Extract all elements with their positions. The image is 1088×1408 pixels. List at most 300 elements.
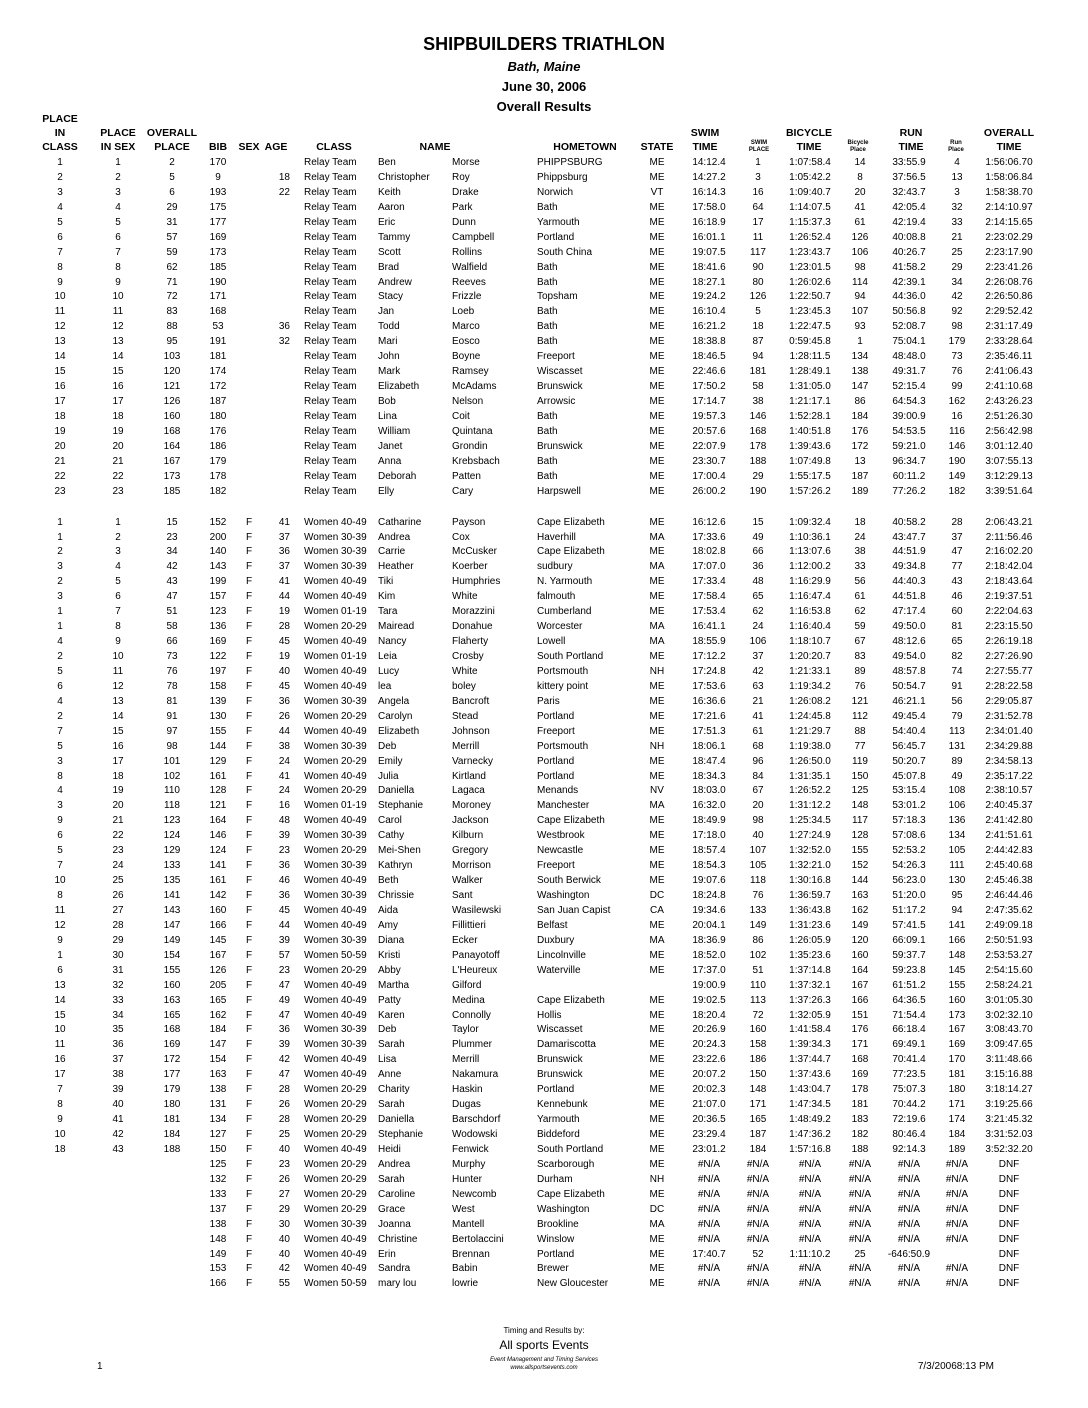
- cell-overall-place: 129: [163, 845, 181, 857]
- table-row: [40, 156, 1048, 171]
- cell-bicycle-place: 117: [852, 815, 868, 827]
- cell-run-time: 48:57.8: [892, 665, 926, 677]
- cell-overall-place: 149: [163, 934, 181, 946]
- table-row: [40, 320, 1048, 335]
- cell-state: ME: [649, 171, 665, 183]
- cell-class: Women 40-49: [304, 1069, 367, 1081]
- cell-run-place: 95: [951, 890, 963, 901]
- cell-place-in-class: 20: [54, 440, 66, 452]
- cell-first-name: Mei-Shen: [378, 845, 421, 857]
- cell-age: 48: [278, 815, 290, 827]
- cell-run-time: 56:45.7: [892, 740, 926, 752]
- cell-class: Relay Team: [304, 485, 357, 497]
- cell-swim-place: #N/A: [746, 1188, 770, 1200]
- cell-hometown: Norwich: [537, 186, 574, 198]
- cell-overall-time: 2:41:10.68: [985, 381, 1033, 393]
- cell-run-place: 169: [948, 1039, 966, 1051]
- col-class: CLASS: [316, 141, 352, 153]
- cell-run-time: 60:11.2: [892, 470, 926, 482]
- cell-place-in-sex: 18: [112, 410, 124, 422]
- cell-overall-time: 1:58:38.70: [985, 186, 1033, 198]
- cell-state: ME: [649, 201, 665, 213]
- cell-overall-place: 154: [163, 949, 181, 961]
- cell-run-place: 170: [948, 1054, 966, 1066]
- cell-run-time: 48:48.0: [892, 351, 926, 363]
- cell-age: 24: [278, 755, 290, 767]
- cell-last-name: Wodowski: [452, 1129, 498, 1140]
- cell-swim-time: #N/A: [697, 1173, 721, 1185]
- cell-swim-time: 17:07.0: [692, 561, 726, 573]
- cell-age: 49: [278, 994, 290, 1006]
- cell-first-name: Kim: [378, 591, 396, 603]
- cell-swim-place: #N/A: [746, 1263, 770, 1275]
- cell-first-name: Andrea: [378, 531, 411, 543]
- cell-state: ME: [649, 276, 665, 288]
- cell-place-in-sex: 15: [112, 725, 124, 737]
- cell-hometown: Brunswick: [537, 1069, 583, 1081]
- cell-class: Women 40-49: [304, 919, 367, 931]
- cell-bicycle-time: 1:28:49.1: [789, 366, 831, 378]
- cell-bib: 125: [209, 1158, 227, 1170]
- cell-age: 40: [278, 1233, 290, 1245]
- cell-swim-time: 22:46.6: [692, 366, 726, 378]
- cell-overall-place: 58: [166, 621, 178, 633]
- cell-overall-place: 2: [169, 157, 175, 168]
- cell-run-time: 42:05.4: [892, 201, 926, 213]
- cell-class: Women 40-49: [304, 680, 367, 692]
- cell-age: 19: [278, 651, 290, 662]
- cell-swim-time: 20:02.3: [692, 1084, 726, 1096]
- cell-state: ME: [649, 261, 665, 273]
- cell-place-in-sex: 21: [112, 815, 124, 827]
- cell-overall-time: 3:12:29.13: [985, 470, 1033, 482]
- cell-place-in-sex: 36: [112, 1039, 124, 1051]
- cell-bib: 170: [209, 157, 227, 168]
- cell-place-in-sex: 28: [112, 919, 124, 931]
- cell-sex: F: [245, 785, 253, 797]
- cell-overall-time: 2:56:42.98: [985, 425, 1033, 437]
- cell-place-in-class: 7: [57, 1084, 63, 1096]
- cell-sex: F: [245, 561, 253, 573]
- cell-place-in-sex: 15: [112, 366, 124, 378]
- cell-bicycle-time: 1:15:37.3: [789, 216, 831, 228]
- cell-overall-time: 1:56:06.70: [985, 157, 1033, 168]
- cell-overall-place: 98: [166, 740, 178, 752]
- cell-bib: 137: [209, 1203, 227, 1215]
- cell-sex: F: [245, 591, 253, 603]
- cell-place-in-class: 1: [57, 949, 63, 961]
- cell-overall-place: 31: [166, 216, 178, 228]
- table-row: [40, 1023, 1048, 1038]
- cell-run-time: 47:17.4: [892, 606, 926, 618]
- cell-place-in-class: 16: [54, 381, 66, 393]
- cell-swim-time: 19:34.6: [692, 904, 726, 916]
- cell-place-in-class: 9: [57, 815, 63, 827]
- cell-bicycle-place: 59: [854, 621, 866, 633]
- cell-place-in-class: 22: [54, 470, 66, 482]
- cell-swim-time: 20:26.9: [692, 1024, 726, 1036]
- cell-swim-place: 18: [752, 321, 764, 333]
- cell-sex: F: [245, 860, 253, 872]
- cell-first-name: William: [378, 425, 411, 437]
- cell-bicycle-time: 1:57:26.2: [789, 485, 831, 497]
- cell-state: ME: [649, 231, 665, 243]
- cell-swim-place: 52: [752, 1248, 764, 1260]
- cell-first-name: Charity: [378, 1084, 410, 1096]
- cell-place-in-class: 7: [57, 860, 63, 872]
- cell-last-name: Flaherty: [452, 636, 489, 648]
- cell-bib: 144: [209, 740, 227, 752]
- cell-swim-place: 48: [752, 576, 764, 588]
- cell-place-in-sex: 1: [115, 516, 121, 528]
- cell-swim-time: 18:47.4: [692, 755, 726, 767]
- cell-swim-time: 17:24.8: [692, 665, 726, 677]
- cell-bicycle-place: #N/A: [848, 1173, 872, 1185]
- cell-first-name: Aida: [378, 904, 399, 916]
- cell-bicycle-time: 1:21:29.7: [789, 725, 831, 737]
- table-row: [40, 395, 1048, 410]
- cell-overall-place: 143: [163, 904, 181, 916]
- cell-hometown: Scarborough: [537, 1158, 595, 1170]
- cell-class: Women 40-49: [304, 994, 367, 1006]
- table-row: [40, 440, 1048, 455]
- cell-bicycle-time: 1:31:12.2: [789, 800, 831, 812]
- cell-bib: 169: [209, 231, 227, 243]
- cell-sex: F: [245, 636, 253, 648]
- cell-swim-place: 187: [749, 1129, 767, 1140]
- cell-place-in-sex: 10: [112, 291, 124, 303]
- cell-run-time: 80:46.4: [892, 1129, 926, 1140]
- cell-state: MA: [649, 800, 665, 812]
- cell-swim-time: 16:10.4: [692, 306, 726, 318]
- cell-last-name: Hunter: [452, 1173, 483, 1185]
- cell-first-name: Elizabeth: [378, 725, 420, 737]
- cell-bib: 134: [209, 1114, 227, 1126]
- cell-state: ME: [649, 651, 665, 662]
- cell-first-name: lea: [378, 680, 392, 692]
- cell-sex: F: [245, 1278, 253, 1290]
- cell-first-name: Carol: [378, 815, 402, 827]
- cell-last-name: Grondin: [452, 440, 488, 452]
- cell-last-name: Dunn: [452, 216, 476, 228]
- table-row: [40, 335, 1048, 350]
- cell-place-in-sex: 38: [112, 1069, 124, 1081]
- cell-run-place: 79: [951, 710, 963, 722]
- cell-state: ME: [649, 1263, 665, 1275]
- table-row: [40, 171, 1048, 186]
- cell-swim-time: 17:00.4: [692, 470, 726, 482]
- cell-run-time: 50:54.7: [892, 680, 926, 692]
- cell-first-name: Caroline: [378, 1188, 416, 1200]
- cell-class: Women 40-49: [304, 591, 367, 603]
- cell-bicycle-place: 128: [851, 830, 869, 842]
- cell-run-time: 50:56.8: [892, 306, 926, 318]
- cell-bib: 157: [209, 591, 227, 603]
- cell-state: ME: [649, 1143, 665, 1155]
- cell-bicycle-place: 163: [851, 890, 869, 901]
- cell-overall-time: 2:45:40.68: [985, 860, 1033, 872]
- cell-class: Women 40-49: [304, 875, 367, 887]
- cell-age: 41: [278, 576, 290, 588]
- cell-swim-time: 18:34.3: [692, 770, 726, 782]
- cell-last-name: Kilburn: [452, 830, 484, 842]
- cell-first-name: Diana: [378, 934, 405, 946]
- cell-place-in-class: 3: [57, 591, 63, 603]
- cell-place-in-sex: 43: [112, 1143, 124, 1155]
- table-row: [40, 829, 1048, 844]
- cell-overall-place: 62: [166, 261, 178, 273]
- cell-swim-time: 18:02.8: [692, 546, 726, 558]
- cell-bicycle-time: 1:39:34.3: [789, 1039, 831, 1051]
- cell-hometown: Biddeford: [537, 1129, 580, 1140]
- cell-run-time: 57:41.5: [892, 919, 926, 931]
- cell-place-in-sex: 32: [112, 979, 124, 991]
- table-row: [40, 1009, 1048, 1024]
- cell-overall-place: 120: [163, 366, 181, 378]
- cell-place-in-sex: 14: [112, 710, 124, 722]
- cell-run-place: 173: [948, 1009, 966, 1021]
- cell-sex: F: [245, 680, 253, 692]
- cell-run-place: 76: [951, 366, 963, 378]
- company-name: All sports Events: [499, 1338, 589, 1352]
- cell-place-in-sex: 20: [112, 800, 124, 812]
- cell-place-in-sex: 37: [112, 1054, 124, 1066]
- cell-swim-time: 20:24.3: [692, 1039, 726, 1051]
- cell-age: 23: [278, 964, 290, 976]
- table-row: [40, 904, 1048, 919]
- cell-hometown: PHIPPSBURG: [537, 157, 603, 168]
- cell-bib: 133: [209, 1188, 227, 1200]
- cell-first-name: Deborah: [378, 470, 417, 482]
- cell-bicycle-place: 134: [851, 351, 869, 363]
- cell-class: Women 20-29: [304, 1173, 367, 1185]
- cell-run-place: 141: [948, 919, 966, 931]
- cell-place-in-sex: 9: [115, 276, 121, 288]
- cell-bicycle-place: 166: [851, 994, 869, 1006]
- cell-last-name: Fillittieri: [452, 919, 486, 931]
- cell-place-in-sex: 20: [112, 440, 124, 452]
- cell-run-time: #N/A: [897, 1188, 921, 1200]
- cell-place-in-sex: 16: [112, 740, 124, 752]
- cell-last-name: Park: [452, 201, 473, 213]
- cell-bicycle-time: 1:32:21.0: [789, 860, 831, 872]
- cell-run-time: 75:07.3: [892, 1084, 926, 1096]
- cell-swim-time: 20:04.1: [692, 919, 726, 931]
- cell-swim-place: #N/A: [746, 1173, 770, 1185]
- col-sex: SEX: [238, 141, 260, 153]
- cell-sex: F: [245, 1024, 253, 1036]
- cell-age: 38: [278, 740, 290, 752]
- cell-place-in-sex: 3: [115, 186, 121, 198]
- cell-class: Women 40-49: [304, 815, 367, 827]
- cell-overall-place: 168: [163, 425, 181, 437]
- cell-hometown: N. Yarmouth: [537, 576, 593, 588]
- cell-bicycle-place: #N/A: [848, 1188, 872, 1200]
- cell-swim-place: #N/A: [746, 1218, 770, 1230]
- cell-last-name: Sant: [452, 890, 473, 901]
- cell-sex: F: [245, 1054, 253, 1066]
- cell-first-name: Christine: [378, 1233, 418, 1245]
- cell-sex: F: [245, 651, 253, 662]
- cell-overall-time: 3:01:05.30: [985, 994, 1033, 1006]
- cell-swim-place: 49: [752, 531, 764, 543]
- cell-last-name: L'Heureux: [452, 964, 498, 976]
- cell-bicycle-place: 61: [854, 216, 866, 228]
- cell-swim-place: 158: [749, 1039, 767, 1051]
- cell-bicycle-time: 1:36:43.8: [789, 904, 831, 916]
- cell-last-name: Quintana: [452, 425, 493, 437]
- cell-swim-time: 18:46.5: [692, 351, 726, 363]
- cell-swim-time: 17:58.0: [692, 201, 726, 213]
- cell-swim-place: 67: [752, 785, 764, 797]
- cell-hometown: New Gloucester: [537, 1278, 609, 1290]
- cell-run-time: 49:34.8: [892, 561, 926, 573]
- cell-place-in-class: 3: [57, 186, 63, 198]
- cell-place-in-sex: 9: [115, 636, 121, 648]
- cell-bicycle-time: 1:07:49.8: [789, 455, 831, 467]
- cell-overall-time: 3:08:43.70: [985, 1024, 1033, 1036]
- cell-hometown: Freeport: [537, 860, 575, 872]
- cell-overall-time: 3:02:32.10: [985, 1009, 1033, 1021]
- cell-class: Women 20-29: [304, 621, 367, 633]
- table-row: [40, 470, 1048, 485]
- cell-last-name: Reeves: [452, 276, 486, 288]
- cell-bicycle-time: 1:16:47.4: [789, 591, 831, 603]
- cell-place-in-class: 15: [54, 1009, 66, 1021]
- cell-place-in-sex: 5: [115, 576, 121, 588]
- table-row: [40, 979, 1048, 994]
- cell-class: Relay Team: [304, 455, 357, 467]
- cell-run-place: 136: [948, 815, 966, 827]
- cell-class: Women 30-39: [304, 830, 367, 842]
- company-website: www.allsportsevents.com: [510, 1365, 578, 1371]
- cell-swim-time: #N/A: [697, 1188, 721, 1200]
- cell-bicycle-time: 1:22:47.5: [789, 321, 831, 333]
- cell-bib: 186: [209, 440, 227, 452]
- cell-bicycle-place: 112: [852, 710, 868, 722]
- cell-swim-place: 118: [750, 875, 766, 887]
- cell-first-name: Deb: [378, 1024, 397, 1036]
- cell-bib: 172: [209, 381, 227, 393]
- cell-run-place: 184: [948, 1129, 966, 1140]
- cell-run-place: 74: [951, 665, 963, 677]
- cell-class: Relay Team: [304, 366, 357, 378]
- cell-bib: 124: [209, 845, 227, 857]
- cell-last-name: Bertolaccini: [452, 1233, 504, 1245]
- cell-swim-time: 23:30.7: [692, 455, 726, 467]
- cell-overall-time: 3:39:51.64: [985, 485, 1033, 497]
- cell-state: ME: [649, 919, 665, 931]
- event-date: June 30, 2006: [501, 79, 587, 94]
- cell-swim-place: 65: [752, 591, 764, 603]
- cell-bicycle-time: #N/A: [798, 1278, 822, 1290]
- cell-run-time: #N/A: [897, 1278, 921, 1290]
- col-bicycle-place: Bicycle Place: [847, 140, 869, 153]
- cell-place-in-sex: 11: [112, 306, 124, 318]
- cell-hometown: Cape Elizabeth: [537, 516, 605, 528]
- col-bib: BIB: [208, 141, 228, 153]
- page-title: SHIPBUILDERS TRIATHLON: [423, 34, 665, 54]
- cell-last-name: Boyne: [452, 351, 481, 363]
- cell-first-name: Jan: [378, 306, 395, 318]
- cell-swim-place: 165: [749, 1114, 767, 1126]
- cell-first-name: Andrea: [378, 1158, 411, 1170]
- cell-swim-time: 17:50.2: [692, 381, 726, 393]
- cell-class: Women 20-29: [304, 845, 367, 857]
- cell-bicycle-time: 1:22:50.7: [789, 291, 831, 303]
- cell-last-name: White: [452, 591, 478, 603]
- cell-bicycle-place: 38: [854, 546, 866, 558]
- cell-hometown: Bath: [537, 201, 558, 213]
- cell-run-time: 53:01.2: [892, 800, 926, 812]
- cell-run-place: 167: [948, 1024, 966, 1036]
- cell-bicycle-time: 1:09:40.7: [789, 186, 831, 198]
- cell-run-time: 37:56.5: [892, 171, 926, 183]
- cell-bicycle-place: #N/A: [848, 1263, 872, 1275]
- cell-last-name: Crosby: [452, 651, 484, 662]
- cell-bicycle-time: 1:43:04.7: [789, 1084, 831, 1096]
- cell-place-in-class: 10: [54, 1024, 66, 1036]
- cell-place-in-class: 13: [54, 336, 66, 348]
- cell-overall-time: 2:23:02.29: [985, 231, 1033, 243]
- cell-swim-time: 17:40.7: [692, 1248, 726, 1260]
- cell-bicycle-time: 1:31:35.1: [789, 770, 831, 782]
- cell-hometown: Bath: [537, 261, 558, 273]
- cell-state: ME: [649, 875, 665, 887]
- cell-age: 45: [278, 904, 290, 916]
- cell-bicycle-time: 1:30:16.8: [789, 875, 831, 887]
- cell-run-place: 25: [951, 246, 963, 258]
- cell-overall-place: 141: [163, 890, 181, 901]
- cell-age: 19: [278, 606, 290, 618]
- cell-first-name: Karen: [378, 1009, 405, 1021]
- cell-bicycle-place: 8: [857, 171, 863, 183]
- cell-sex: F: [245, 1099, 253, 1111]
- cell-swim-time: 18:49.9: [692, 815, 726, 827]
- cell-run-time: 52:53.2: [892, 845, 926, 857]
- table-row: [40, 934, 1048, 949]
- cell-swim-time: 19:57.3: [692, 410, 726, 422]
- cell-run-time: 64:54.3: [892, 396, 926, 407]
- cell-bib: 185: [209, 261, 227, 273]
- cell-overall-time: 2:26:19.18: [985, 636, 1033, 648]
- cell-run-place: 94: [951, 904, 963, 916]
- cell-sex: F: [245, 890, 253, 901]
- cell-state: ME: [649, 470, 665, 482]
- cell-run-time: 61:51.2: [892, 979, 926, 991]
- cell-last-name: McAdams: [452, 381, 497, 393]
- cell-swim-time: 19:24.2: [692, 291, 726, 303]
- cell-swim-place: 148: [749, 1084, 767, 1096]
- cell-swim-place: #N/A: [746, 1158, 770, 1170]
- cell-overall-place: 173: [163, 470, 181, 482]
- cell-place-in-class: 4: [57, 785, 63, 797]
- cell-run-place: 108: [948, 785, 966, 797]
- cell-bicycle-time: 1:09:32.4: [789, 516, 831, 528]
- cell-first-name: Ben: [378, 157, 396, 168]
- cell-age: 29: [278, 1203, 290, 1215]
- cell-swim-place: 146: [749, 410, 767, 422]
- page-number: 1: [97, 1361, 103, 1372]
- cell-swim-place: 62: [752, 606, 764, 618]
- cell-swim-time: #N/A: [697, 1233, 721, 1245]
- cell-bicycle-place: 164: [851, 964, 869, 976]
- table-row: [40, 231, 1048, 246]
- cell-bicycle-place: 172: [851, 440, 869, 452]
- cell-age: 39: [278, 830, 290, 842]
- cell-state: ME: [649, 1233, 665, 1245]
- cell-sex: F: [245, 1203, 253, 1215]
